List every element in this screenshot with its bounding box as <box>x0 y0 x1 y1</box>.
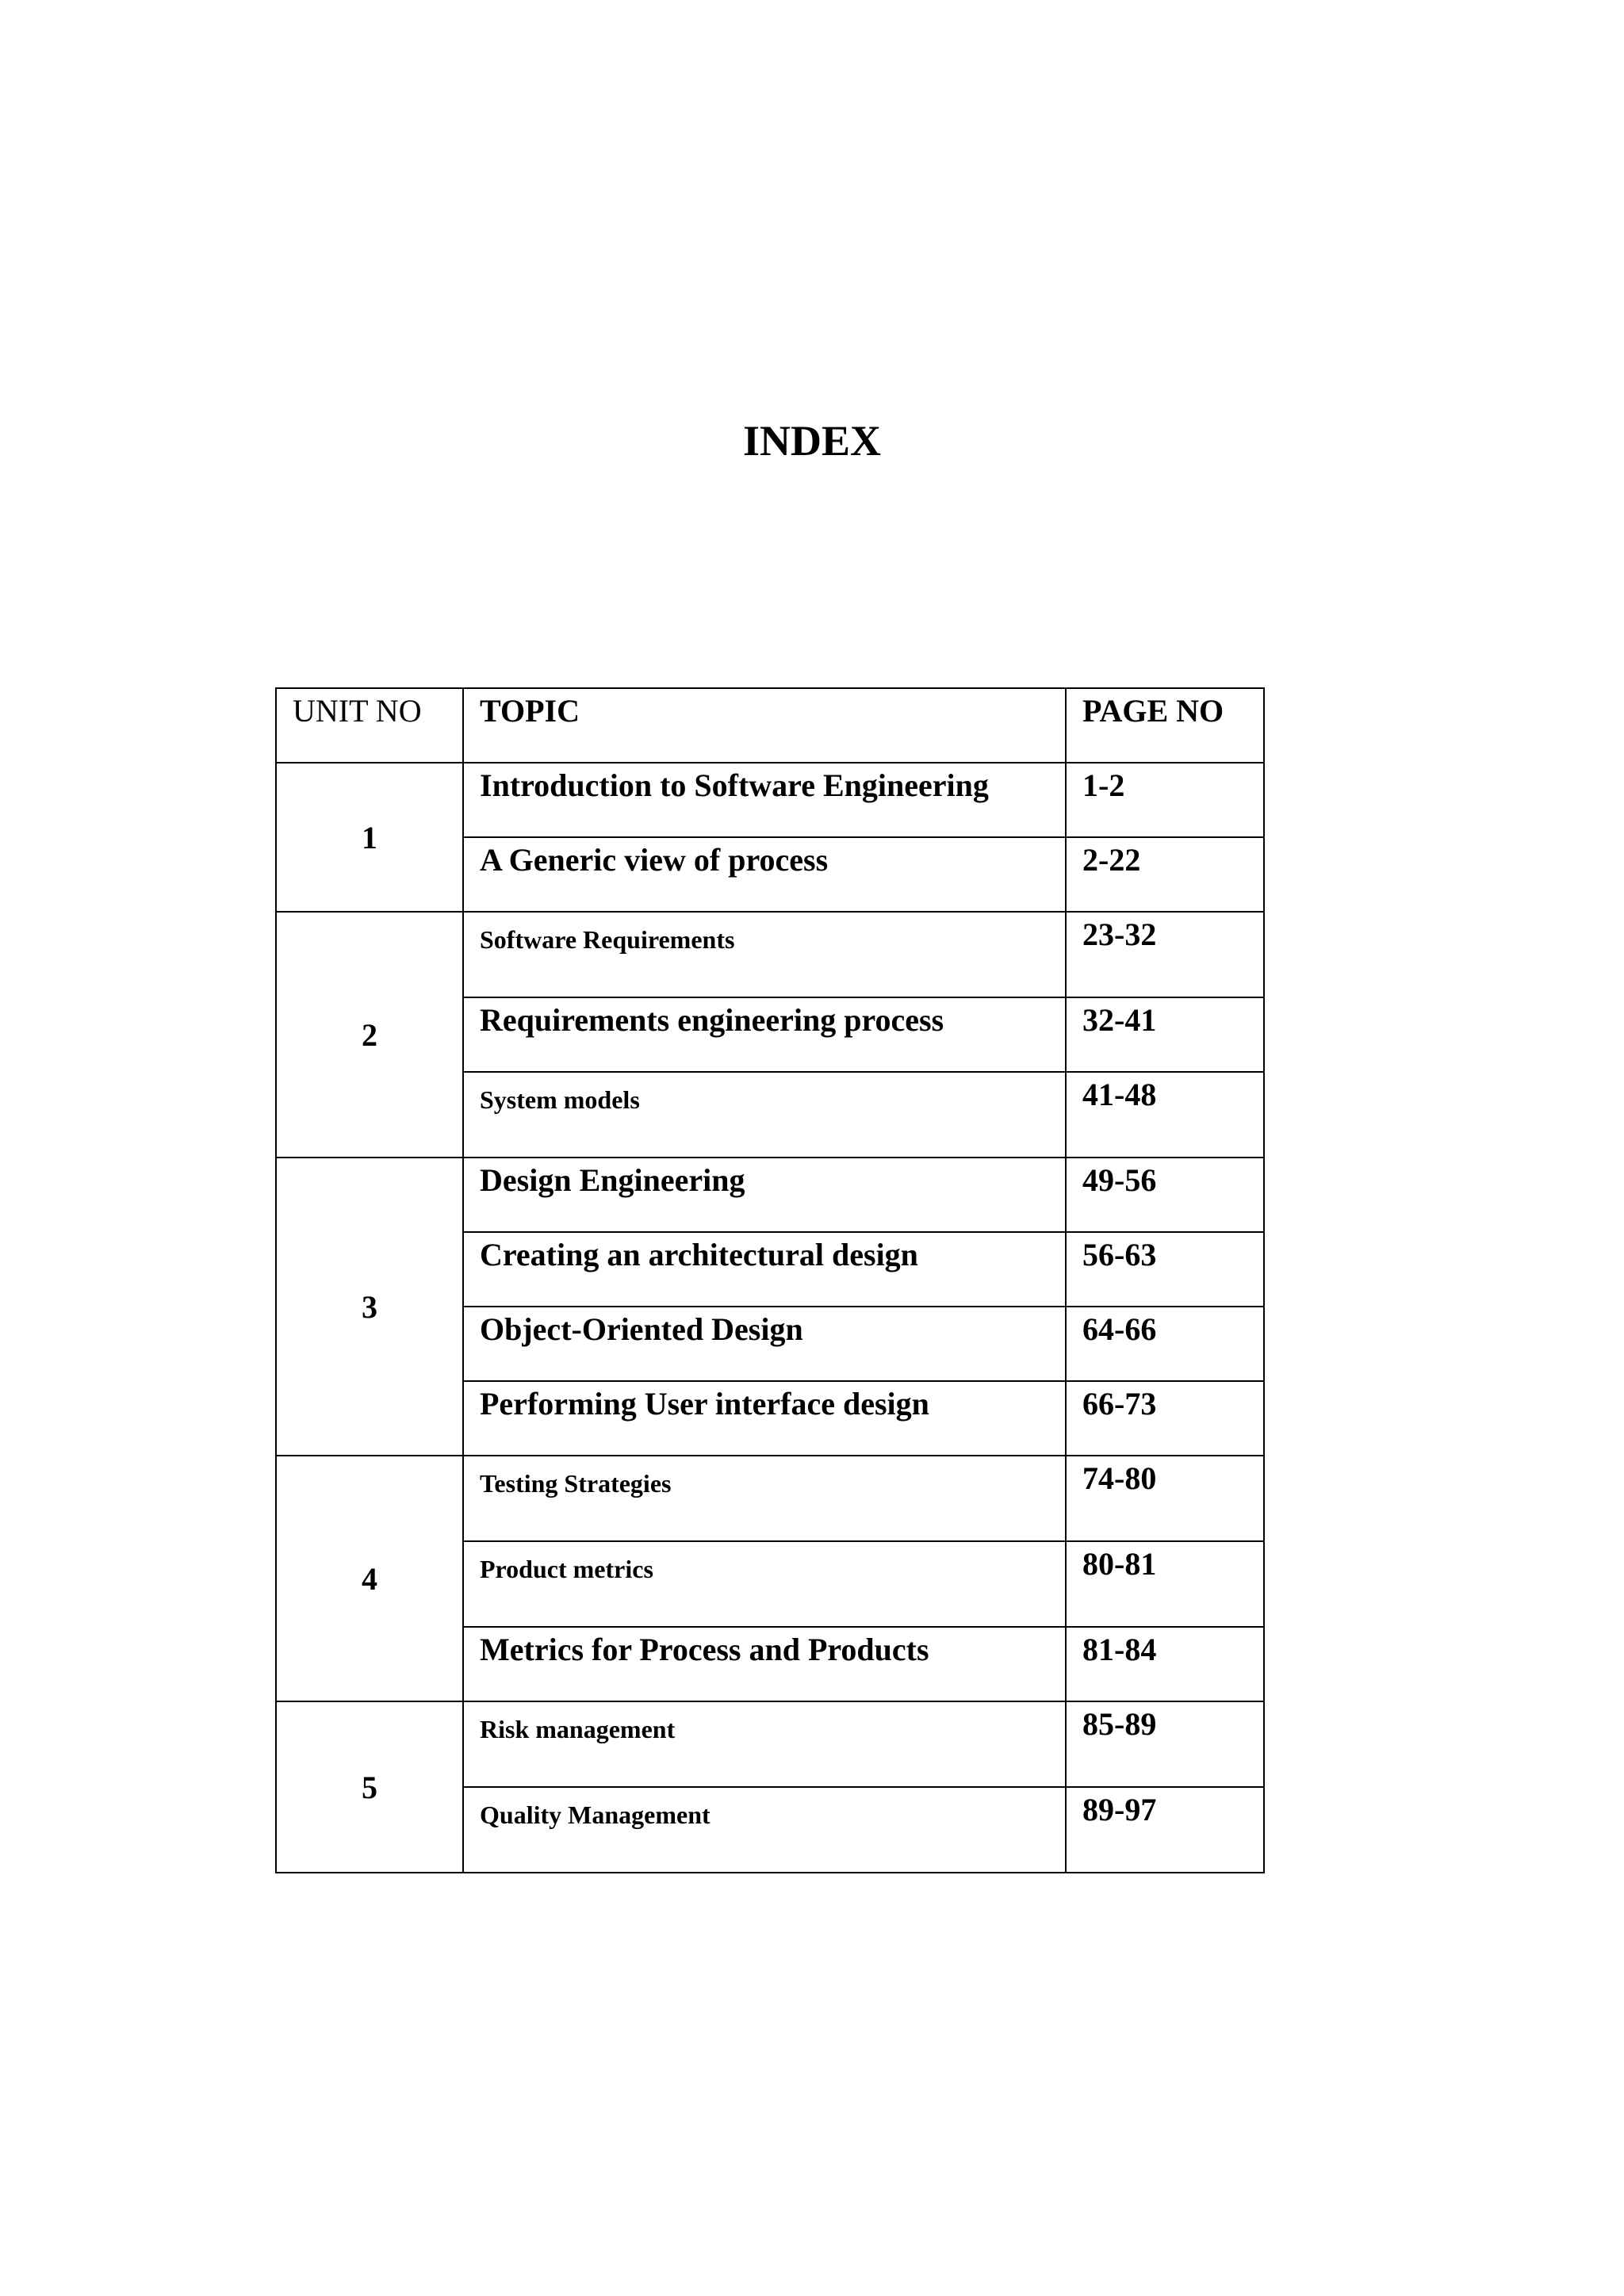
topic-cell: Software Requirements <box>463 912 1066 997</box>
page-range-cell: 81-84 <box>1066 1627 1264 1701</box>
page-range-cell: 41-48 <box>1066 1072 1264 1158</box>
page-range-cell: 23-32 <box>1066 912 1264 997</box>
topic-cell: Performing User interface design <box>463 1381 1066 1456</box>
unit-number: 1 <box>276 763 463 912</box>
page-range-cell: 1-2 <box>1066 763 1264 837</box>
header-row <box>276 688 1264 763</box>
unit-number: 4 <box>276 1456 463 1701</box>
table-row <box>276 1456 1264 1541</box>
table-row <box>276 1701 1264 1787</box>
table-row <box>276 912 1264 997</box>
page-range-cell: 74-80 <box>1066 1456 1264 1541</box>
page-range-cell: 66-73 <box>1066 1381 1264 1456</box>
header-page-no <box>1066 688 1264 763</box>
topic-cell: Metrics for Process and Products <box>463 1627 1066 1701</box>
header-unit-label: UNIT NO <box>293 693 422 729</box>
page-range-cell: 56-63 <box>1066 1232 1264 1307</box>
topic-cell: Testing Strategies <box>463 1456 1066 1541</box>
topic-cell: Object-Oriented Design <box>463 1307 1066 1381</box>
topic-cell: System models <box>463 1072 1066 1158</box>
page-range-cell: 49-56 <box>1066 1158 1264 1232</box>
topic-cell: Requirements engineering process <box>463 997 1066 1072</box>
topic-cell: Quality Management <box>463 1787 1066 1873</box>
page-title: INDEX <box>742 417 882 465</box>
table-row <box>276 1158 1264 1232</box>
page-range-cell: 64-66 <box>1066 1307 1264 1381</box>
topic-cell: Design Engineering <box>463 1158 1066 1232</box>
page-range-cell: 32-41 <box>1066 997 1264 1072</box>
page-range-cell: 80-81 <box>1066 1541 1264 1627</box>
header-page-label: PAGE NO <box>1082 693 1224 729</box>
page-range-cell: 89-97 <box>1066 1787 1264 1873</box>
topic-cell: Introduction to Software Engineering <box>463 763 1066 837</box>
unit-number: 2 <box>276 912 463 1158</box>
unit-number: 3 <box>276 1158 463 1456</box>
index-body <box>276 763 1264 1873</box>
header-topic-label: TOPIC <box>480 693 580 729</box>
topic-cell: Risk management <box>463 1701 1066 1787</box>
header-unit-no <box>276 688 463 763</box>
unit-number: 5 <box>276 1701 463 1873</box>
header-topic <box>463 688 1066 763</box>
topic-cell: A Generic view of process <box>463 837 1066 912</box>
page-range-cell: 2-22 <box>1066 837 1264 912</box>
topic-cell: Product metrics <box>463 1541 1066 1627</box>
table-row <box>276 763 1264 837</box>
page-range-cell: 85-89 <box>1066 1701 1264 1787</box>
topic-cell: Creating an architectural design <box>463 1232 1066 1307</box>
index-table <box>275 687 1265 1873</box>
